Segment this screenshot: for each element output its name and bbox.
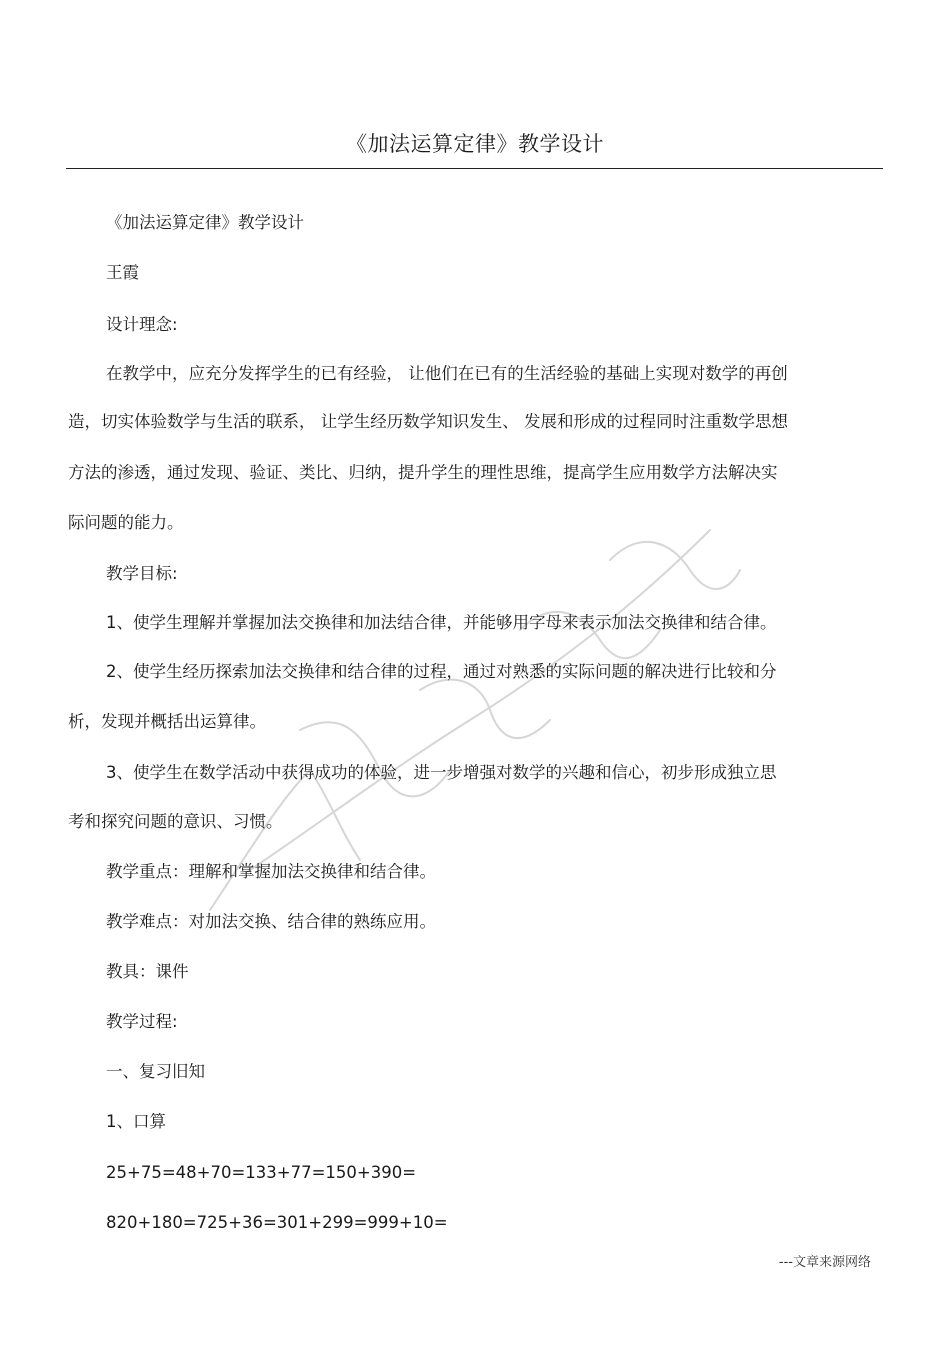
goal-2-line-2: 析，发现并概括出运算律。 <box>68 712 266 731</box>
concept-line-1: 在教学中，应充分发挥学生的已有经验， 让他们在已有的生活经验的基础上实现对数学的再创 <box>106 364 788 383</box>
concept-line-4: 际问题的能力。 <box>68 513 184 532</box>
header-divider <box>66 168 883 169</box>
process-heading: 教学过程: <box>106 1012 178 1031</box>
doc-title: 《加法运算定律》教学设计 <box>106 213 304 232</box>
goal-3-line-1: 3、使学生在数学活动中获得成功的体验，进一步增强对数学的兴趣和信心，初步形成独立思 <box>106 763 777 782</box>
goal-3-line-2: 考和探究问题的意识、习惯。 <box>68 812 283 831</box>
goal-1: 1、使学生理解并掌握加法交换律和加法结合律，并能够用字母来表示加法交换律和结合律。 <box>106 613 777 632</box>
concept-line-3: 方法的渗透，通过发现、验证、类比、归纳，提升学生的理性思维，提高学生应用数学方法解决实 <box>68 463 778 482</box>
goals-heading: 教学目标: <box>106 564 178 583</box>
calc-line-1: 25+75=48+70=133+77=150+390= <box>106 1163 417 1182</box>
calc-line-2: 820+180=725+36=301+299=999+10= <box>106 1213 448 1232</box>
item-1-oral-calc: 1、口算 <box>106 1112 166 1131</box>
page-header-title: 《加法运算定律》教学设计 <box>346 132 604 156</box>
goal-2-line-1: 2、使学生经历探索加法交换律和结合律的过程，通过对熟悉的实际问题的解决进行比较和分 <box>106 662 777 681</box>
key-point: 教学重点：理解和掌握加法交换律和结合律。 <box>106 862 436 881</box>
teaching-tools: 教具：课件 <box>106 962 189 981</box>
author-name: 王霞 <box>106 263 139 282</box>
section-1-heading: 一、复习旧知 <box>106 1062 205 1081</box>
concept-heading: 设计理念: <box>106 315 178 334</box>
concept-line-2: 造，切实体验数学与生活的联系， 让学生经历数学知识发生、 发展和形成的过程同时注重数学思想 <box>68 412 788 431</box>
difficulty: 教学难点：对加法交换、结合律的熟练应用。 <box>106 912 436 931</box>
footer-source-note: ---文章来源网络 <box>778 1255 871 1270</box>
